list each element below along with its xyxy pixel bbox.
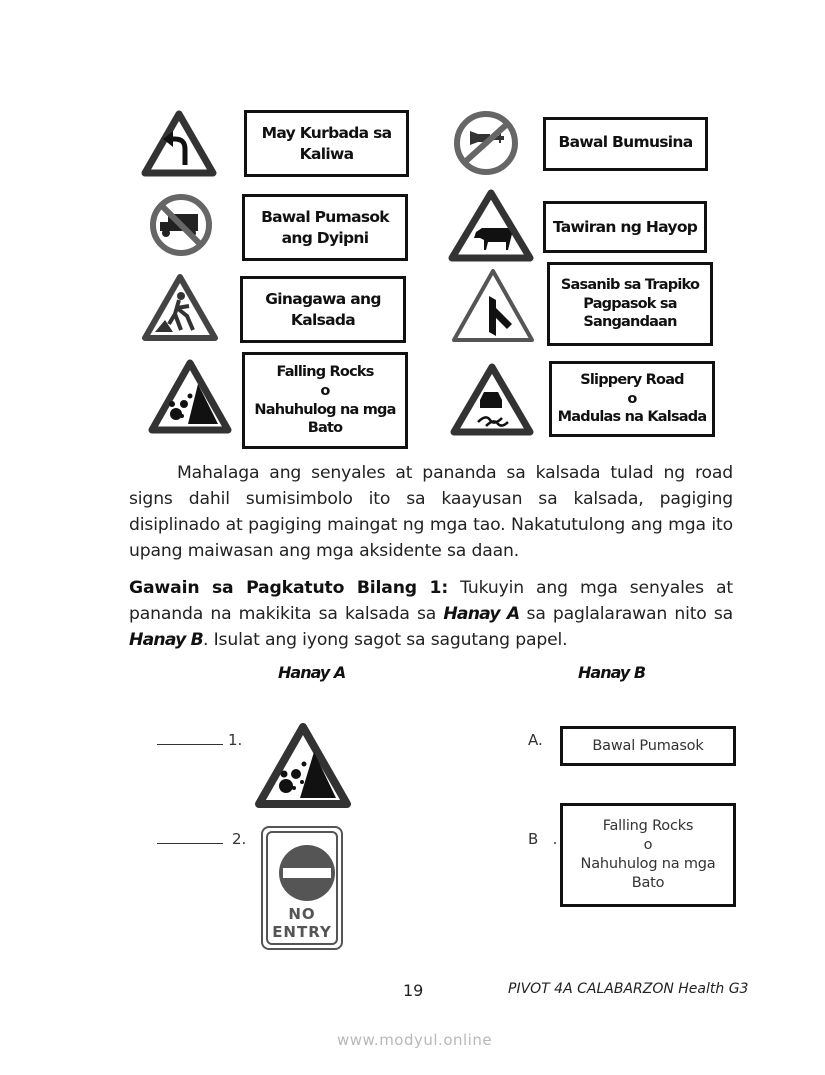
label-merging-traffic: Sasanib sa Trapiko Pagpasok sa Sangandaan [547, 262, 713, 346]
curve-left-sign-icon [141, 109, 217, 179]
label-slippery-road: Slippery Road o Madulas na Kalsada [549, 361, 715, 437]
slippery-road-sign-icon [450, 362, 534, 438]
label-no-horn: Bawal Bumusina [543, 117, 708, 171]
falling-rocks-sign-icon [148, 358, 232, 436]
footer-title: PIVOT 4A CALABARZON Health G3 [508, 981, 749, 997]
no-entry-text-1: NO [288, 905, 316, 923]
label-road-work: Ginagawa ang Kalsada [240, 276, 406, 343]
item-number-1: 1. [228, 731, 243, 749]
choice-box-a: Bawal Pumasok [560, 726, 736, 766]
hanay-a-ref: Hanay A [443, 604, 520, 624]
activity-text-3: . Isulat ang iyong sagot sa sagutang papel. [202, 630, 568, 650]
label-no-jeepney: Bawal Pumasok ang Dyipni [242, 194, 408, 261]
page-number: 19 [403, 981, 424, 1000]
hanay-a-header: Hanay A [278, 663, 346, 682]
intro-paragraph [129, 460, 733, 564]
choice-box-b: Falling Rocks o Nahuhulog na mga Bato [560, 803, 736, 907]
answer-blank-2[interactable] [157, 843, 223, 844]
watermark: www.modyul.online [337, 1031, 493, 1049]
no-horn-sign-icon [452, 109, 520, 177]
activity-instructions [129, 575, 733, 653]
activity-text-1: Tukuyin ang mga senyales at pananda na makikita sa kalsada sa [129, 578, 734, 624]
road-work-sign-icon [141, 272, 219, 344]
label-animal-crossing: Tawiran ng Hayop [543, 201, 707, 253]
label-curve-left: May Kurbada sa Kaliwa [244, 110, 409, 177]
no-entry-text-2: ENTRY [272, 923, 332, 941]
merging-traffic-sign-icon [450, 266, 536, 346]
animal-crossing-sign-icon [448, 188, 534, 264]
choice-letter-a: A. [528, 731, 543, 749]
choice-letter-b: B . [528, 830, 558, 848]
no-jeepney-sign-icon [148, 192, 214, 258]
no-entry-sign-icon [261, 826, 343, 950]
falling-rocks-sign-icon [254, 722, 352, 810]
hanay-b-ref: Hanay B [129, 630, 203, 650]
label-falling-rocks: Falling Rocks o Nahuhulog na mga Bato [242, 352, 408, 449]
answer-blank-1[interactable] [157, 744, 223, 745]
intro-text: Mahalaga ang senyales at pananda sa kalsada tulad ng road signs dahil sumisimbolo ito sa kaayusan sa kalsada, pagiging disiplinado at pagiging maingat ng mga tao. Nakatutulong ang mga ito upang maiwasan ang mga aksidente sa daan. [129, 463, 733, 561]
activity-title: Gawain sa Pagkatuto Bilang 1: [129, 578, 449, 598]
activity-text-2: sa paglalarawan nito sa [519, 604, 734, 624]
item-number-2: 2. [232, 830, 247, 848]
hanay-b-header: Hanay B [578, 663, 646, 682]
